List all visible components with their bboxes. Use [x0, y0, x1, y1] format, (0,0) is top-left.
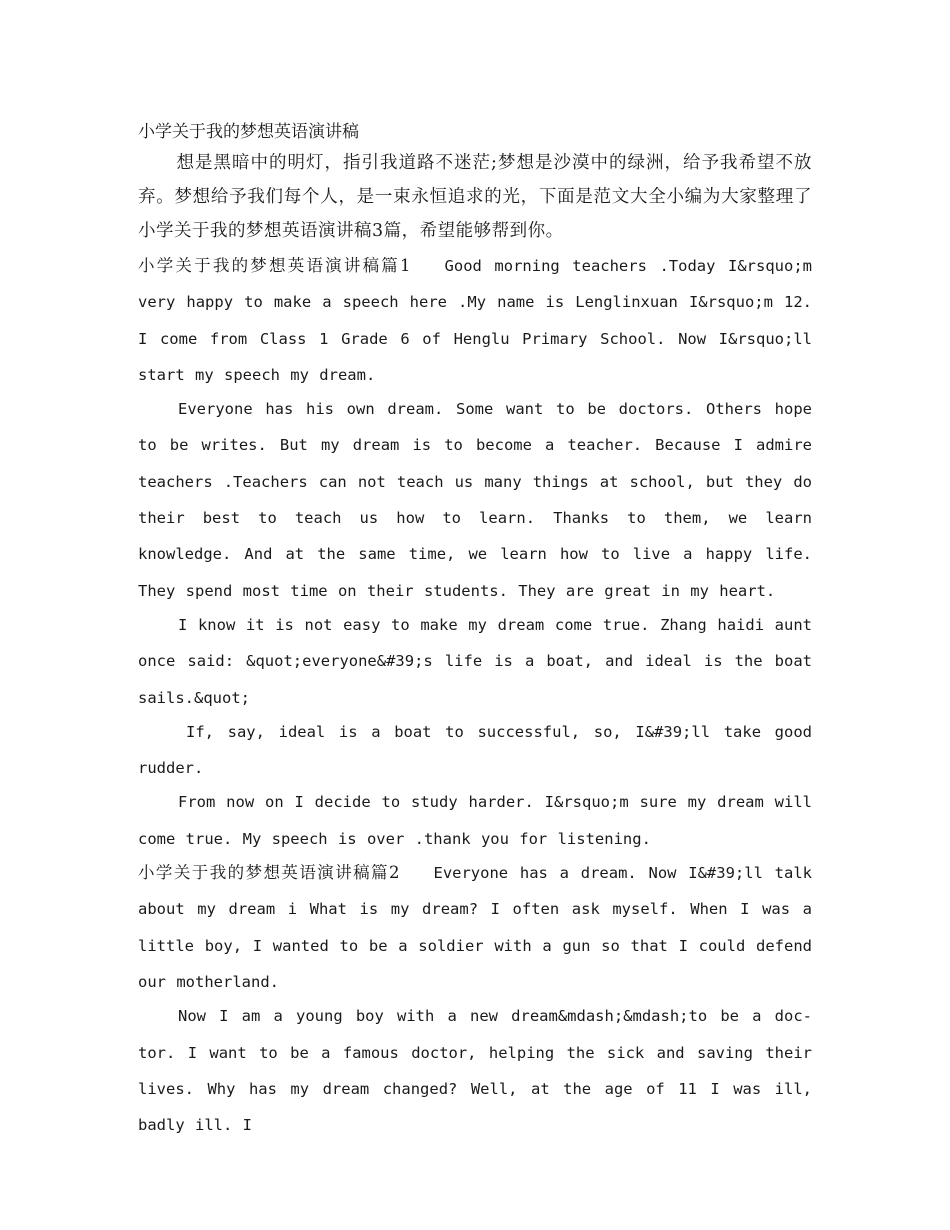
section1-paragraph-1: Good morning teachers .Today I&rsquo;m very happy to make a speech here .My name is Lenglinxuan I&rsquo;m 12. I come from Class 1 Grade 6 of Henglu Primary School. Now I&rsquo;ll start my speech my dream.	[138, 257, 813, 384]
document-title: 小学关于我的梦想英语演讲稿	[138, 122, 359, 142]
intro-paragraph: 想是黑暗中的明灯，指引我道路不迷茫;梦想是沙漠中的绿洲，给予我希望不放弃。梦想给予我们每个人，是一束永恒追求的光，下面是范文大全小编为大家整理了小学关于我的梦想英语演讲稿3篇，希望能够帮到你。	[138, 153, 812, 241]
section2-first-paragraph	[138, 855, 812, 1000]
section1-heading: 小学关于我的梦想英语演讲稿篇1	[138, 256, 411, 275]
section1-paragraph-5: From now on I decide to study harder. I&rsquo;m sure my dream will come true. My speech is over .thank you for listening.	[138, 793, 812, 848]
section1-paragraph-3: I know it is not easy to make my dream come true. Zhang haidi aunt once said: &quot;everyone&#39;s life is a boat, and ideal is the boat sails.&quot;	[138, 615, 812, 707]
section1-paragraph-2: Everyone has his own dream. Some want to be doctors. Others hope to be writes. But my dream is to become a teacher. Because I admire teachers .Teachers can not teach us many things at school, but they do their best to teach us how to learn. Thanks to them, we learn knowledge. And at the same time, we learn how to live a happy life. They spend most time on their students. They are great in my heart.	[138, 400, 812, 600]
document-body	[138, 118, 812, 1141]
section2-heading: 小学关于我的梦想英语演讲稿篇2	[138, 863, 400, 883]
section1-paragraph-4: If, say, ideal is a boat to successful, so, I&#39;ll take good rudder.	[138, 722, 812, 778]
section2-paragraph-2: Now I am a young boy with a new dream&mdash;&mdash;to be a doc-tor. I want to be a famous doctor, helping the sick and saving their lives. Why has my dream changed? Well, at the age of 11 I was ill, badly ill. I	[138, 1007, 812, 1135]
section2-paragraph-1: Everyone has a dream. Now I&#39;ll talk about my dream i What is my dream? I often ask myself. When I was a little boy, I wanted to be a soldier with a gun so that I could defend our motherland.	[138, 864, 812, 991]
section1-first-paragraph	[138, 248, 812, 393]
